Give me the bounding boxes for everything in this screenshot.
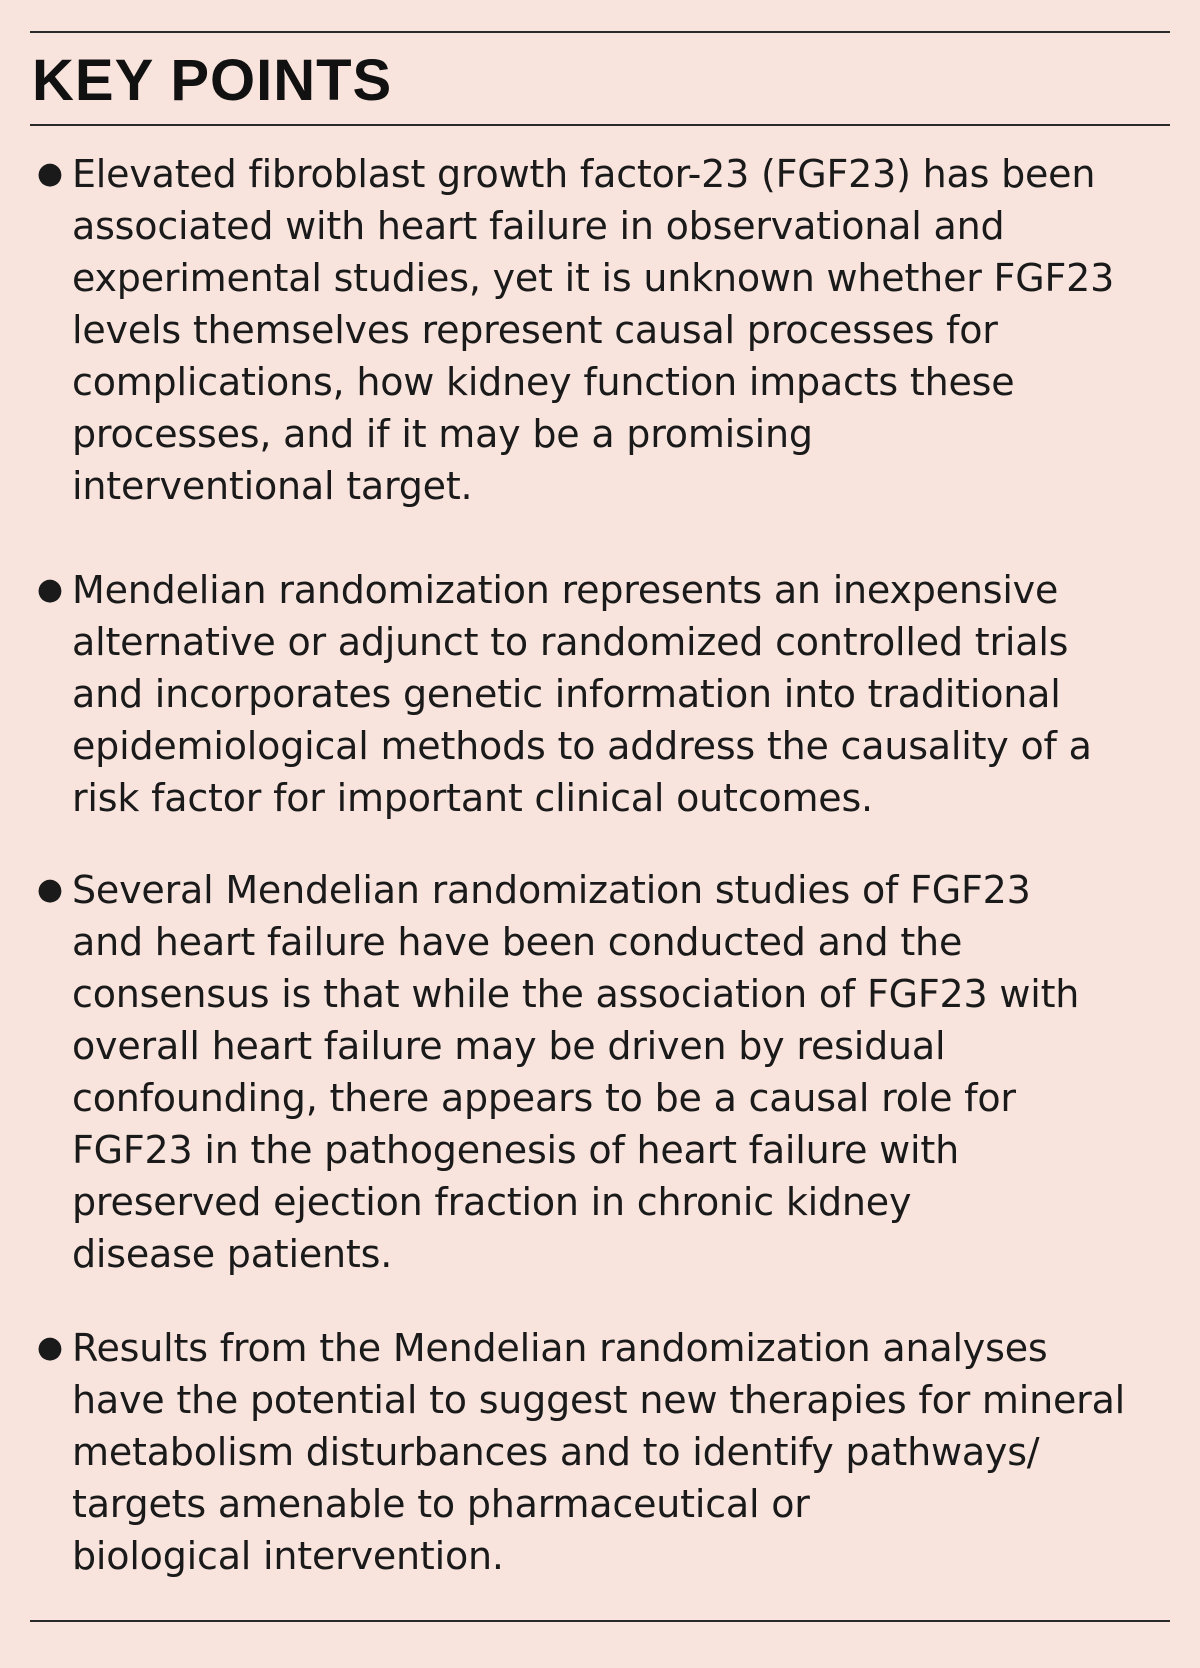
key-points-title: KEY POINTS	[32, 48, 393, 113]
bottom-rule	[30, 1620, 1170, 1622]
key-point-text: Several Mendelian randomization studies of FGF23 and heart failure have been conducted and the consensus is that while the association of FGF23 with overall heart failure may be driven by residual confounding, there appears to be a causal role for FGF23 in the pathogenesis of heart failure with preserved ejection fraction in chronic kidney disease patients.	[72, 868, 1080, 1276]
title-rule	[30, 124, 1170, 126]
bullet-icon: ●	[36, 1330, 64, 1365]
key-point-text: Elevated fibroblast growth factor-23 (FGF23) has been associated with heart failure in observational and experimental studies, yet it is unknown whether FGF23 levels themselves represent causal processes for complications, how kidney function impacts these processes, and if it may be a promising interventional target.	[72, 152, 1115, 508]
bullet-icon: ●	[36, 156, 64, 191]
key-point-text: Results from the Mendelian randomization analyses have the potential to suggest new therapies for mineral metabolism disturbances and to identify pathways/ targets amenable to pharmaceutical or biological intervention.	[72, 1326, 1126, 1578]
bullet-icon: ●	[36, 572, 64, 607]
top-rule	[30, 31, 1170, 33]
key-point-text: Mendelian randomization represents an inexpensive alternative or adjunct to randomized controlled trials and incorporates genetic information into traditional epidemiological methods to address the causality of a risk factor for important clinical outcomes.	[72, 568, 1092, 820]
bullet-icon: ●	[36, 872, 64, 907]
